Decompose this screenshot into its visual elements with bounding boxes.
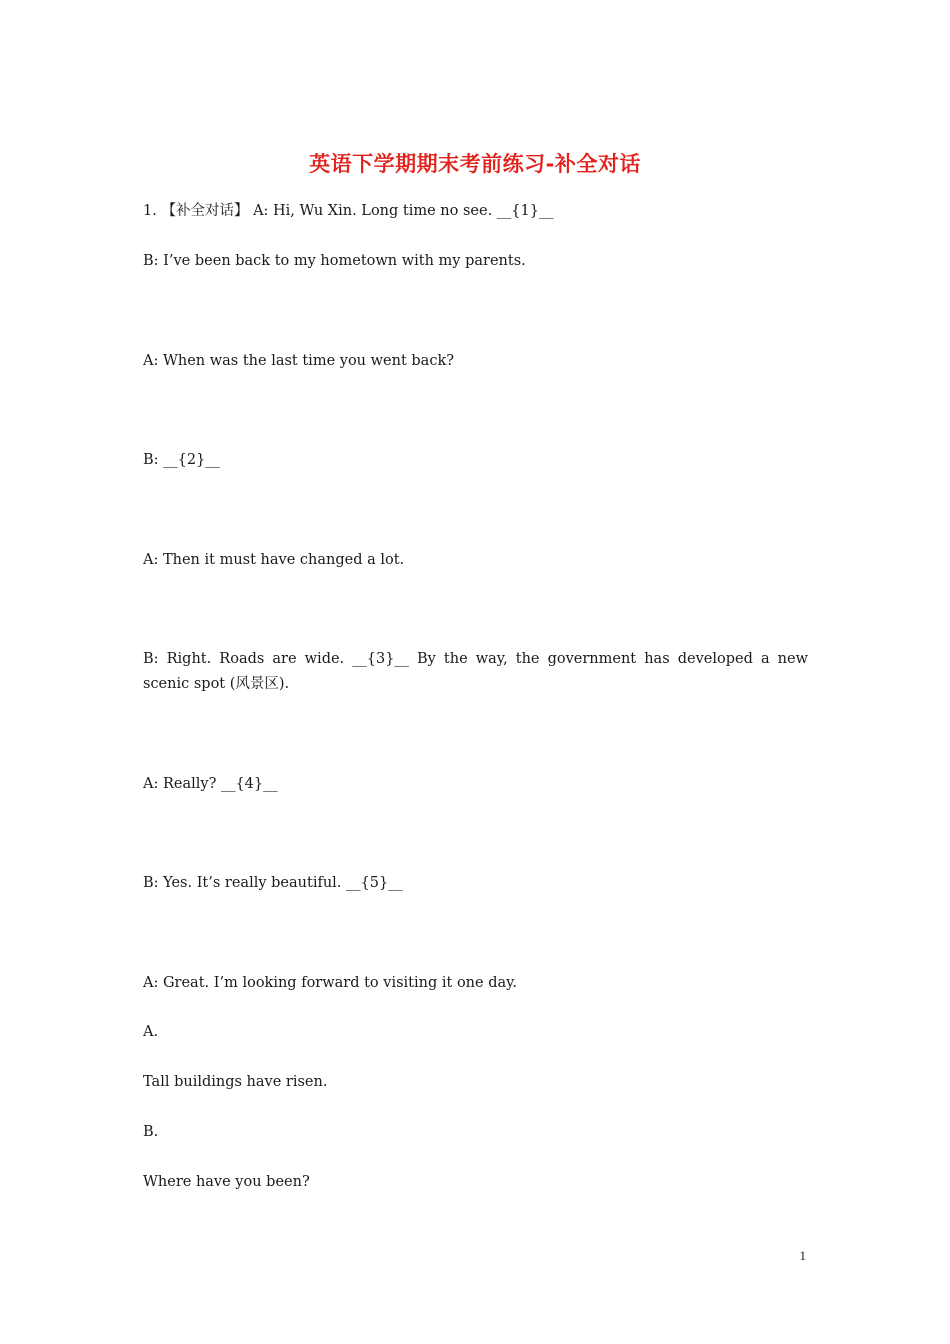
dialogue-line: A: Then it must have changed a lot. xyxy=(143,552,405,568)
option-text-b: Where have you been? xyxy=(143,1174,310,1190)
dialogue-line: B: Yes. It’s really beautiful. __{5}__ xyxy=(143,875,403,891)
option-text-a: Tall buildings have risen. xyxy=(143,1074,328,1090)
dialogue-line: A: Hi, Wu Xin. Long time no see. __{1}__ xyxy=(253,203,554,219)
question-tag: 【补全对话】 xyxy=(161,203,249,219)
question-line-1 xyxy=(143,199,808,224)
dialogue-line: B: __{2}__ xyxy=(143,452,220,468)
dialogue-line: B: I’ve been back to my hometown with my parents. xyxy=(143,253,526,269)
dialogue-line: A: When was the last time you went back? xyxy=(143,353,455,369)
dialogue-line: B: Right. Roads are wide. __{3}__ By the way, the government has developed a new scenic spot (风景区). xyxy=(143,651,808,692)
question-number: 1. xyxy=(143,203,157,219)
document-title: 英语下学期期末考前练习-补全对话 xyxy=(309,152,641,176)
dialogue-line: A: Great. I’m looking forward to visiting it one day. xyxy=(143,975,518,991)
option-label-b: B. xyxy=(143,1124,159,1140)
option-label-a: A. xyxy=(143,1024,159,1040)
dialogue-line: A: Really? __{4}__ xyxy=(143,776,278,792)
page-number: 1 xyxy=(799,1248,806,1263)
